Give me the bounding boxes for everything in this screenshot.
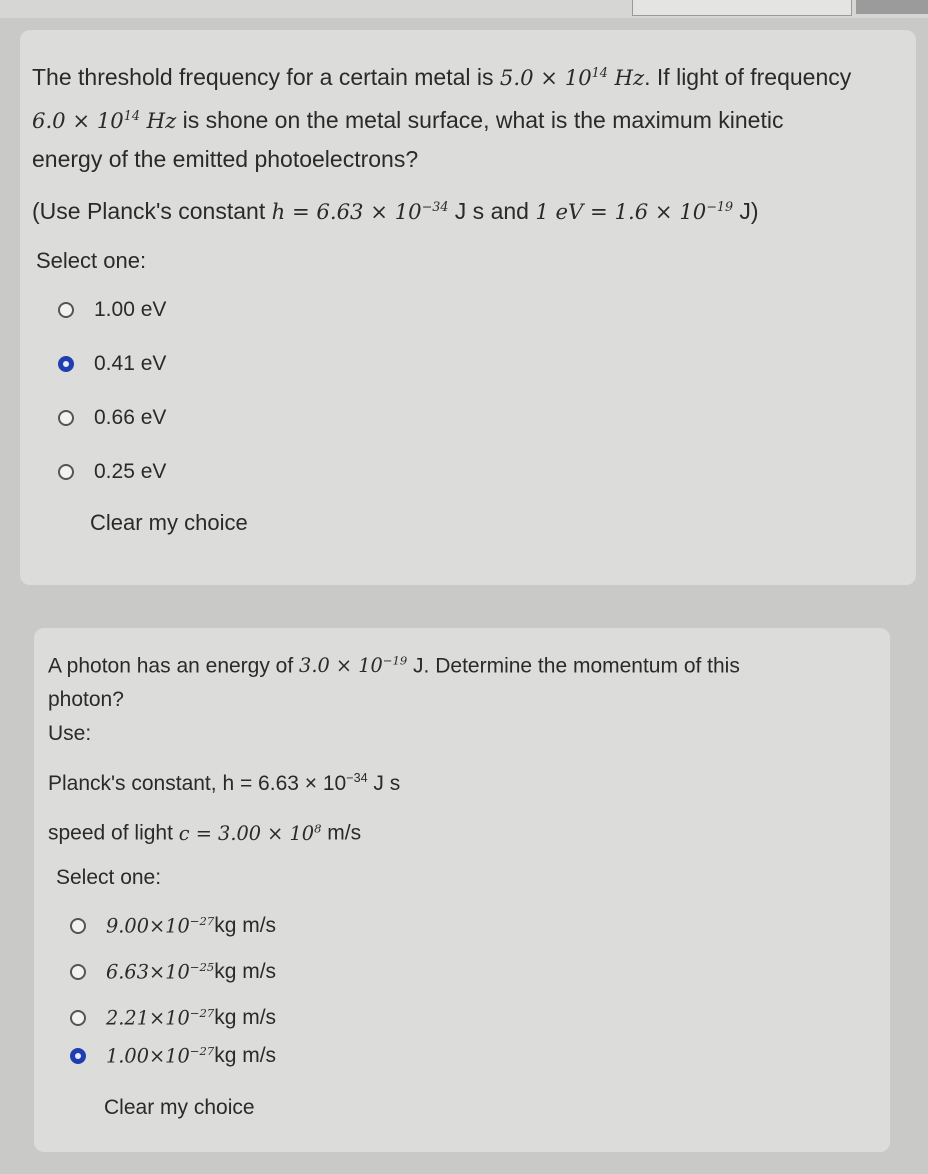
q1-text-part: . If light of frequency — [644, 64, 852, 91]
clear-choice-link[interactable]: Clear my choice — [90, 510, 248, 535]
q1-text-part: The threshold frequency for a certain metal is — [32, 64, 500, 91]
q2-speed-unit: m/s — [321, 821, 362, 845]
q1-hint: J s and — [448, 198, 536, 225]
option-label: $2.21\times 10^{-27}$ — [106, 1006, 215, 1030]
q1-ev-conversion: 1 eV = $1.6 \times 10^{-19}$ — [535, 199, 734, 225]
radio-button[interactable] — [58, 410, 74, 426]
select-one-label: Select one: — [56, 866, 162, 889]
q2-text-part: A photon has an energy of — [48, 654, 300, 678]
clear-choice-link[interactable]: Clear my choice — [104, 1096, 255, 1119]
select-one-label: Select one: — [36, 248, 147, 273]
q1-unit: Hz — [139, 108, 177, 134]
question-1-text — [32, 54, 912, 231]
q2-option-4[interactable] — [70, 1044, 276, 1068]
q2-text-part: J. Determine the momentum of this — [407, 654, 740, 678]
radio-button[interactable] — [70, 918, 86, 934]
option-label: 0.41 eV — [94, 352, 167, 375]
radio-button[interactable] — [58, 464, 74, 480]
q1-hint: (Use Planck's constant — [32, 198, 272, 225]
q2-use-label: Use: — [48, 722, 92, 746]
q1-option-3[interactable] — [58, 406, 166, 430]
q1-light-frequency: $6.0 \times 10^{14}$ — [32, 108, 140, 134]
q1-option-4[interactable] — [58, 460, 166, 484]
radio-button[interactable] — [58, 302, 74, 318]
option-label: $1.00\times 10^{-27}$ — [106, 1044, 215, 1068]
q2-text-part: photon? — [48, 688, 124, 712]
radio-button-selected[interactable] — [58, 356, 74, 372]
radio-button[interactable] — [70, 1010, 86, 1026]
option-label: $9.00\times 10^{-27}$ — [106, 914, 215, 938]
option-label: 0.25 eV — [94, 460, 167, 483]
q2-photon-energy: $3.0 \times 10^{-19}$ — [299, 654, 408, 678]
q1-text-part: energy of the emitted photoelectrons? — [32, 146, 419, 173]
q2-speed-label: speed of light — [48, 821, 179, 845]
q1-planck-constant: $h = 6.63 \times 10^{-34}$ — [271, 199, 449, 225]
option-unit: kg m/s — [214, 1006, 277, 1029]
q1-option-1[interactable] — [58, 298, 166, 322]
q2-option-1[interactable] — [70, 914, 276, 938]
radio-button[interactable] — [70, 964, 86, 980]
top-input-box[interactable] — [632, 0, 852, 16]
option-unit: kg m/s — [214, 960, 277, 983]
q1-threshold-frequency: $5.0 \times 10^{14}$ — [499, 65, 608, 91]
q1-unit: Hz — [607, 65, 645, 91]
question-card-1 — [20, 30, 916, 585]
q1-text-part: is shone on the metal surface, what is the maximum kinetic — [176, 107, 784, 134]
option-label: $6.63\times 10^{-25}$ — [106, 960, 215, 984]
option-label: 1.00 eV — [94, 298, 167, 321]
q2-planck-unit: J s — [367, 772, 401, 796]
question-card-2 — [34, 628, 890, 1152]
option-label: 0.66 eV — [94, 406, 167, 429]
top-right-bar — [856, 0, 928, 14]
radio-button-selected[interactable] — [70, 1048, 86, 1064]
q2-option-3[interactable] — [70, 1006, 276, 1030]
option-unit: kg m/s — [214, 1044, 277, 1067]
q2-option-2[interactable] — [70, 960, 276, 984]
q2-planck-constant: $h = 6.63 \times 10^{-34}$ — [222, 771, 368, 796]
q2-planck-label: Planck's constant, — [48, 772, 223, 796]
q1-option-2[interactable] — [58, 352, 166, 376]
question-2-text — [48, 644, 878, 851]
q2-speed-of-light: $c = 3.00 \times 10^8$ — [178, 821, 322, 845]
option-unit: kg m/s — [214, 914, 277, 937]
q1-hint: J) — [733, 198, 759, 225]
